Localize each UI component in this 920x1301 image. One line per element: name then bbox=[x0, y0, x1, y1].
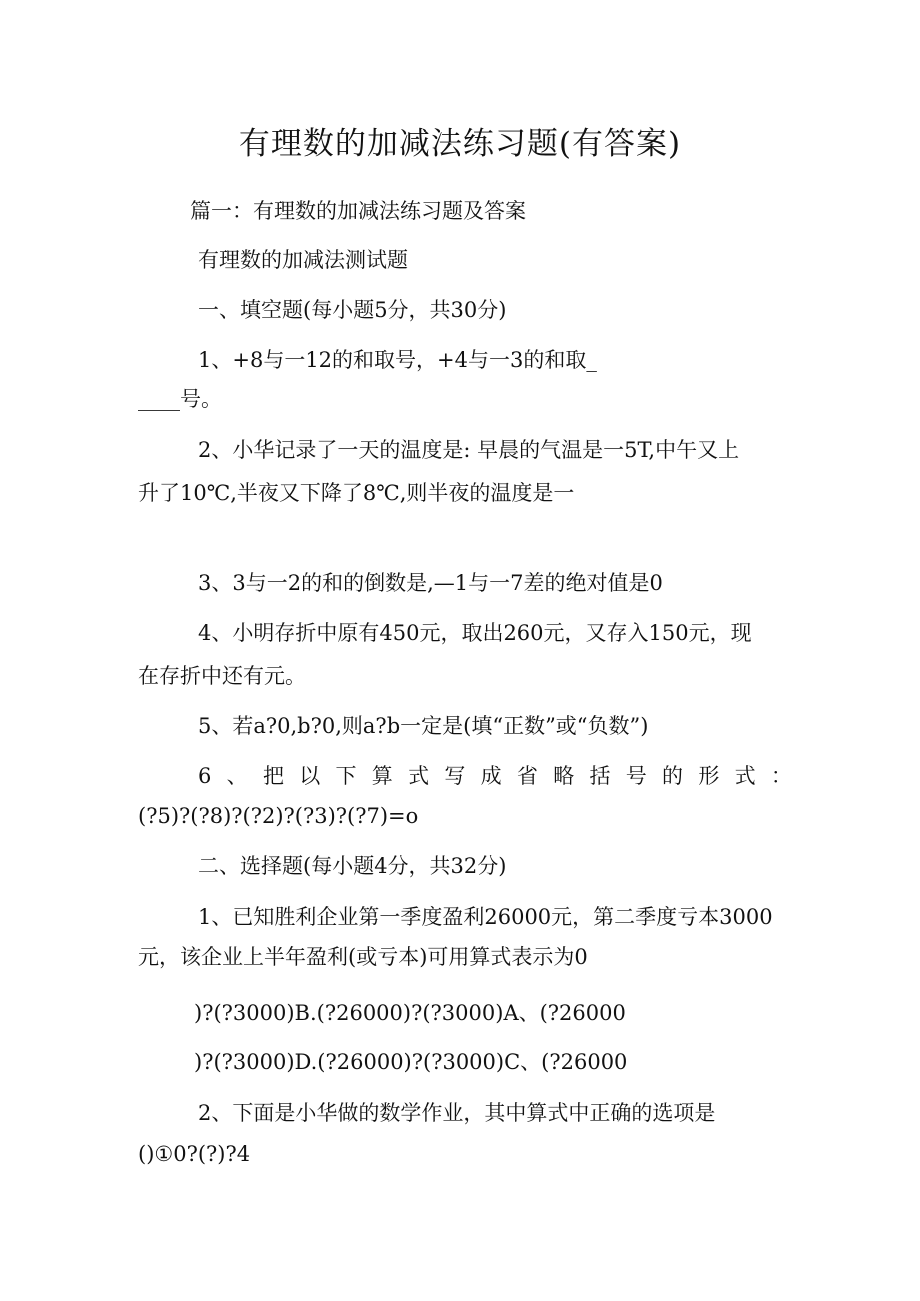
question-5-line-1: 5、若a?0,b?0,则a?b一定是(填“正数”或“负数”) bbox=[198, 714, 649, 738]
part1-heading: 一、填空题(每小题5分，共30分) bbox=[198, 298, 507, 322]
section-heading: 篇一：有理数的加减法练习题及答案 bbox=[190, 199, 526, 223]
q6-char: 算 bbox=[371, 764, 393, 788]
q6-char: ： bbox=[770, 764, 792, 788]
question-6-line-1 bbox=[198, 761, 792, 791]
part2-heading: 二、选择题(每小题4分，共32分) bbox=[198, 854, 507, 878]
q6-char: 式 bbox=[734, 764, 756, 788]
choice-1-options-line-2: )?(?3000)D.(?26000)?(?3000)C、(?26000 bbox=[194, 1050, 628, 1074]
q6-char: 、 bbox=[226, 764, 248, 788]
q6-char: 形 bbox=[698, 764, 720, 788]
q6-char: 括 bbox=[589, 764, 611, 788]
q6-char: 略 bbox=[553, 764, 575, 788]
document-title: 有理数的加减法练习题(有答案) bbox=[238, 126, 682, 162]
choice-1-line-1: 1、已知胜利企业第一季度盈利26000元，第二季度亏本3000 bbox=[198, 905, 773, 929]
question-1-line-2: ____号。 bbox=[138, 387, 222, 411]
question-1-line-1: 1、+8与一12的和取号，+4与一3的和取_ bbox=[198, 348, 597, 372]
question-4-line-2: 在存折中还有元。 bbox=[138, 664, 306, 688]
question-4-line-1: 4、小明存折中原有450元，取出260元，又存入150元，现 bbox=[198, 621, 752, 645]
q6-char: 以 bbox=[299, 764, 321, 788]
question-6-line-2: (?5)?(?8)?(?2)?(?3)?(?7)=o bbox=[138, 804, 419, 828]
q6-char: 号 bbox=[625, 764, 647, 788]
question-3-line-1: 3、3与一2的和的倒数是,—1与一7差的绝对值是0 bbox=[198, 571, 663, 595]
question-2-line-1: 2、小华记录了一天的温度是: 早晨的气温是一5T,中午又上 bbox=[198, 438, 740, 462]
q6-char: 写 bbox=[444, 764, 466, 788]
q6-char: 成 bbox=[480, 764, 502, 788]
choice-2-line-1: 2、下面是小华做的数学作业，其中算式中正确的选项是 bbox=[198, 1101, 716, 1125]
question-2-line-2: 升了10℃,半夜又下降了8℃,则半夜的温度是一 bbox=[138, 481, 575, 505]
q6-char: 的 bbox=[662, 764, 684, 788]
q6-char: 6 bbox=[198, 764, 212, 788]
q6-char: 省 bbox=[516, 764, 538, 788]
subtitle: 有理数的加减法测试题 bbox=[198, 248, 408, 272]
q6-char: 把 bbox=[262, 764, 284, 788]
choice-1-options-line-1: )?(?3000)B.(?26000)?(?3000)A、(?26000 bbox=[194, 1001, 626, 1025]
choice-2-line-2: ()①0?(?)?4 bbox=[138, 1142, 251, 1166]
q6-char: 下 bbox=[335, 764, 357, 788]
q6-char: 式 bbox=[408, 764, 430, 788]
choice-1-line-2: 元，该企业上半年盈利(或亏本)可用算式表示为0 bbox=[138, 945, 588, 969]
